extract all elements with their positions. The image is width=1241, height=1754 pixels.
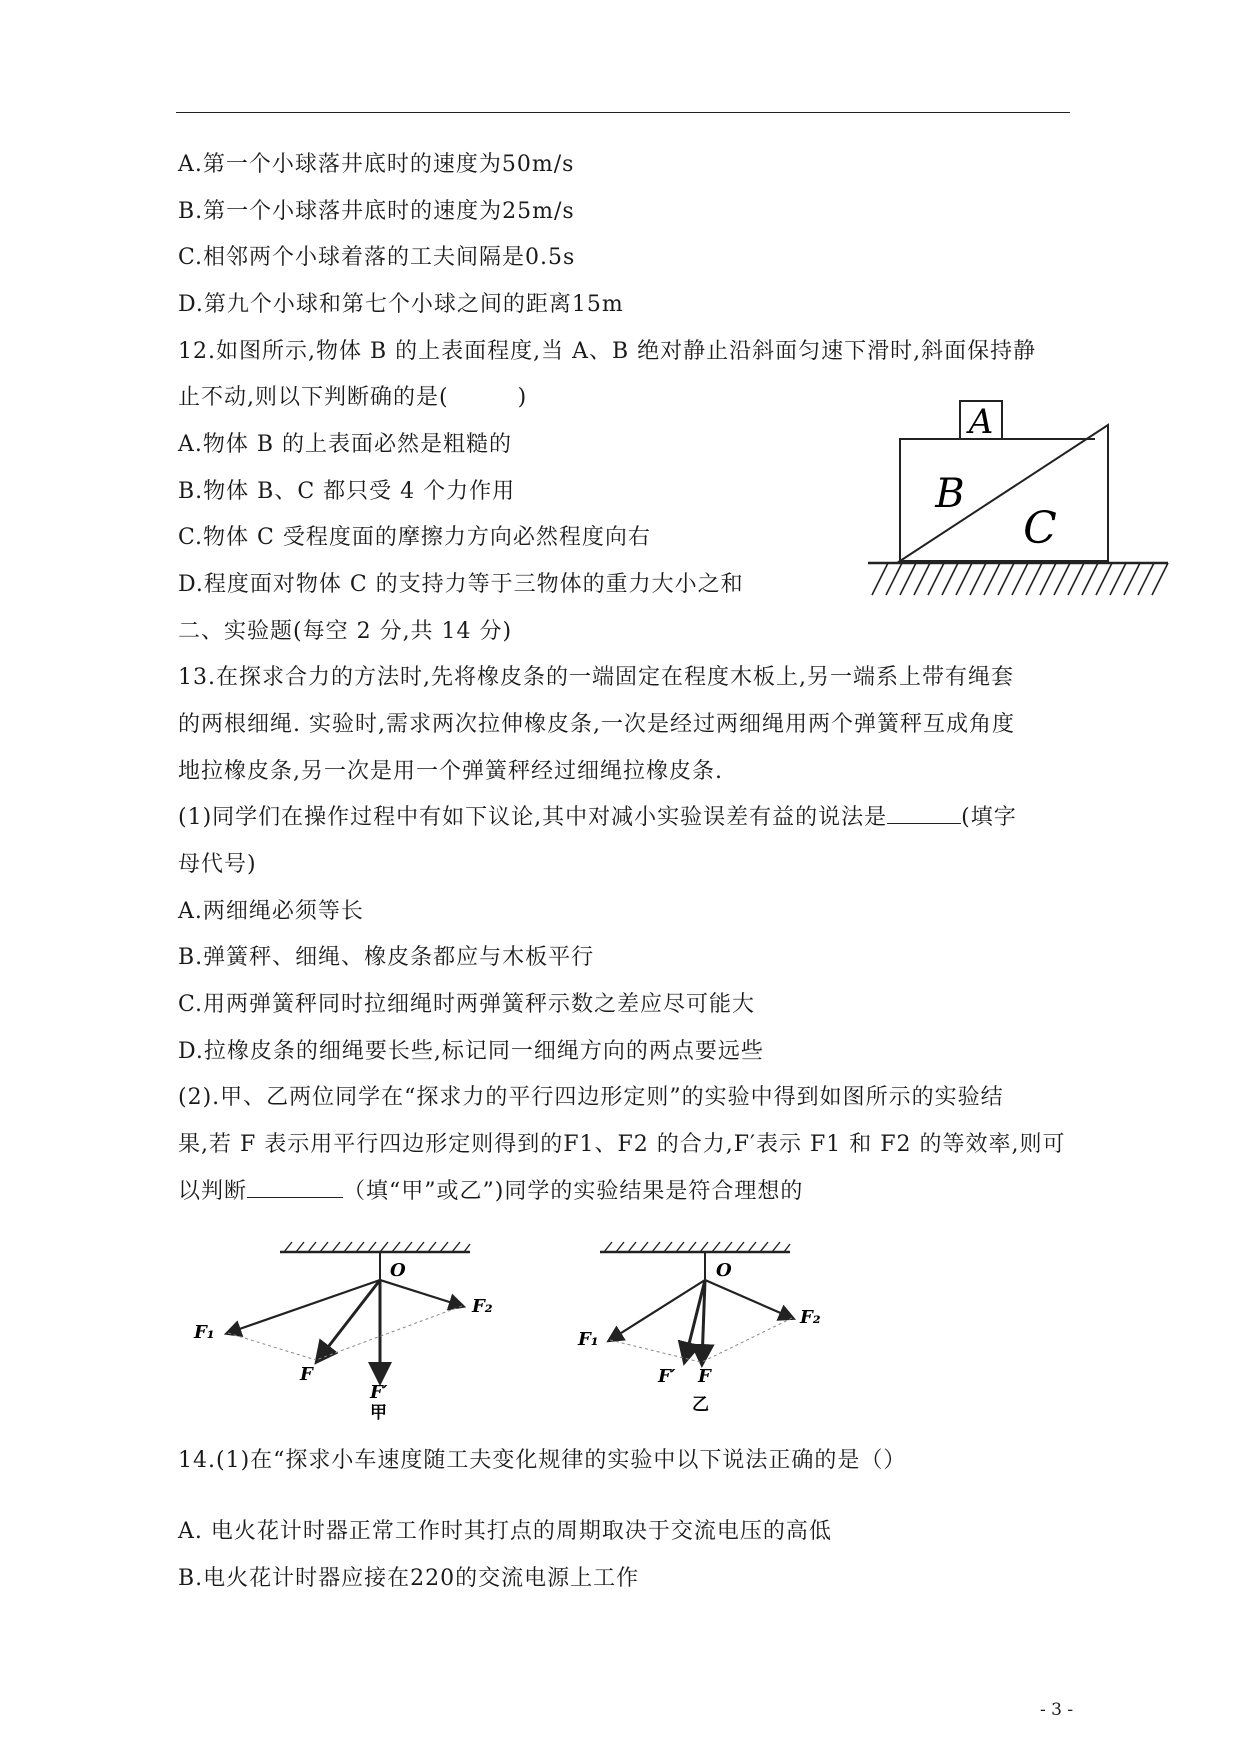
option-11b: B.第一个小球落井底时的速度为25m/s — [178, 199, 575, 224]
option-12b: B.物体 B、C 都只受 4 个力作用 — [178, 479, 516, 504]
option-13d: D.拉橡皮条的细绳要长些,标记同一细绳方向的两点要远些 — [178, 1039, 764, 1064]
vector-f2-yi — [705, 1280, 792, 1318]
option-11c: C.相邻两个小球着落的工夫间隔是0.5s — [178, 245, 576, 270]
page-number: - 3 - — [1040, 1700, 1074, 1720]
question-13-part1-line2: 母代号) — [178, 852, 257, 877]
label-a: A — [968, 402, 994, 442]
question-13-line3: 地拉橡皮条,另一次是用一个弹簧秤经过细绳拉橡皮条. — [178, 759, 723, 784]
option-13c: C.用两弹簧秤同时拉细绳时两弹簧秤示数之差应尽可能大 — [178, 992, 756, 1017]
option-12d: D.程度面对物体 C 的支持力等于三物体的重力大小之和 — [178, 572, 744, 597]
option-13b: B.弹簧秤、细绳、橡皮条都应与木板平行 — [178, 945, 595, 970]
option-14a: A. 电火花计时器正常工作时其打点的周期取决于交流电压的高低 — [178, 1519, 832, 1544]
label-fprime-jia: F′ — [370, 1382, 388, 1403]
option-11d: D.第九个小球和第七个小球之间的距离15m — [178, 292, 624, 317]
figure-13-force-diagrams — [180, 1230, 880, 1420]
label-c: C — [1023, 503, 1057, 554]
question-13-line1: 13.在探求合力的方法时,先将橡皮条的一端固定在程度木板上,另一端系上带有绳套 — [178, 665, 1014, 690]
option-12c: C.物体 C 受程度面的摩擦力方向必然程度向右 — [178, 525, 651, 550]
vector-f2-jia — [380, 1280, 462, 1306]
option-13a: A.两细绳必须等长 — [178, 899, 364, 924]
label-f1-jia: F₁ — [194, 1322, 215, 1343]
question-13-line2: 的两根细绳. 实验时,需求两次拉伸橡皮条,一次是经过两细绳用两个弹簧秤互成角度 — [178, 712, 1015, 737]
question-13-part1-text: (1)同学们在操作过程中有如下议论,其中对减小实验误差有益的说法是 — [178, 805, 888, 830]
label-f2-jia: F₂ — [472, 1296, 493, 1317]
answer-blank-13-1[interactable] — [887, 803, 961, 824]
question-12-line2: 止不动,则以下判断确的是( ) — [178, 385, 528, 410]
label-o-yi: O — [716, 1260, 732, 1281]
header-rule — [176, 112, 1070, 113]
question-13-part2-line2: 果,若 F 表示用平行四边形定则得到的F1、F2 的合力,F′表示 F1 和 F2 的等效率,则可 — [178, 1132, 1066, 1157]
question-13-part1 — [178, 803, 1017, 833]
question-14-line1: 14.(1)在“探求小车速度随工夫变化规律的实验中以下说法正确的是（） — [178, 1448, 907, 1473]
block-c — [900, 425, 1108, 561]
figure-12-incline — [850, 395, 1180, 615]
diagram-yi — [577, 1242, 821, 1415]
label-b: B — [935, 471, 965, 517]
label-fprime-yi: F′ — [658, 1366, 676, 1387]
option-14b: B.电火花计时器应接在220的交流电源上工作 — [178, 1566, 640, 1591]
label-f-yi: F — [698, 1366, 711, 1387]
question-13-part2-tail: （填“甲”或乙”)同学的实验结果是符合理想的 — [343, 1179, 804, 1204]
option-11a: A.第一个小球落井底时的速度为50m/s — [178, 152, 575, 177]
question-13-part2-line3 — [178, 1177, 803, 1207]
ground-hatching — [872, 563, 1168, 595]
label-o-jia: O — [390, 1260, 406, 1281]
question-13-part2-text: 以判断 — [178, 1179, 248, 1204]
option-12a: A.物体 B 的上表面必然是粗糙的 — [178, 432, 513, 457]
label-f2-yi: F₂ — [800, 1307, 821, 1328]
label-f-jia: F — [300, 1364, 313, 1385]
question-12-line1: 12.如图所示,物体 B 的上表面程度,当 A、B 绝对静止沿斜面匀速下滑时,斜面保持静 — [178, 339, 1037, 364]
label-f1-yi: F₁ — [578, 1329, 599, 1350]
caption-jia: 甲 — [370, 1403, 387, 1420]
answer-blank-13-2[interactable] — [247, 1177, 343, 1198]
caption-yi: 乙 — [692, 1395, 709, 1415]
diagram-jia — [193, 1242, 493, 1420]
question-13-part1-tail: (填字 — [961, 805, 1017, 830]
section-2-heading: 二、实验题(每空 2 分,共 14 分) — [178, 619, 513, 644]
vector-f1-jia — [228, 1280, 380, 1333]
question-13-part2-line1: (2).甲、乙两位同学在“探求力的平行四边形定则”的实验中得到如图所示的实验结 — [178, 1085, 1004, 1110]
